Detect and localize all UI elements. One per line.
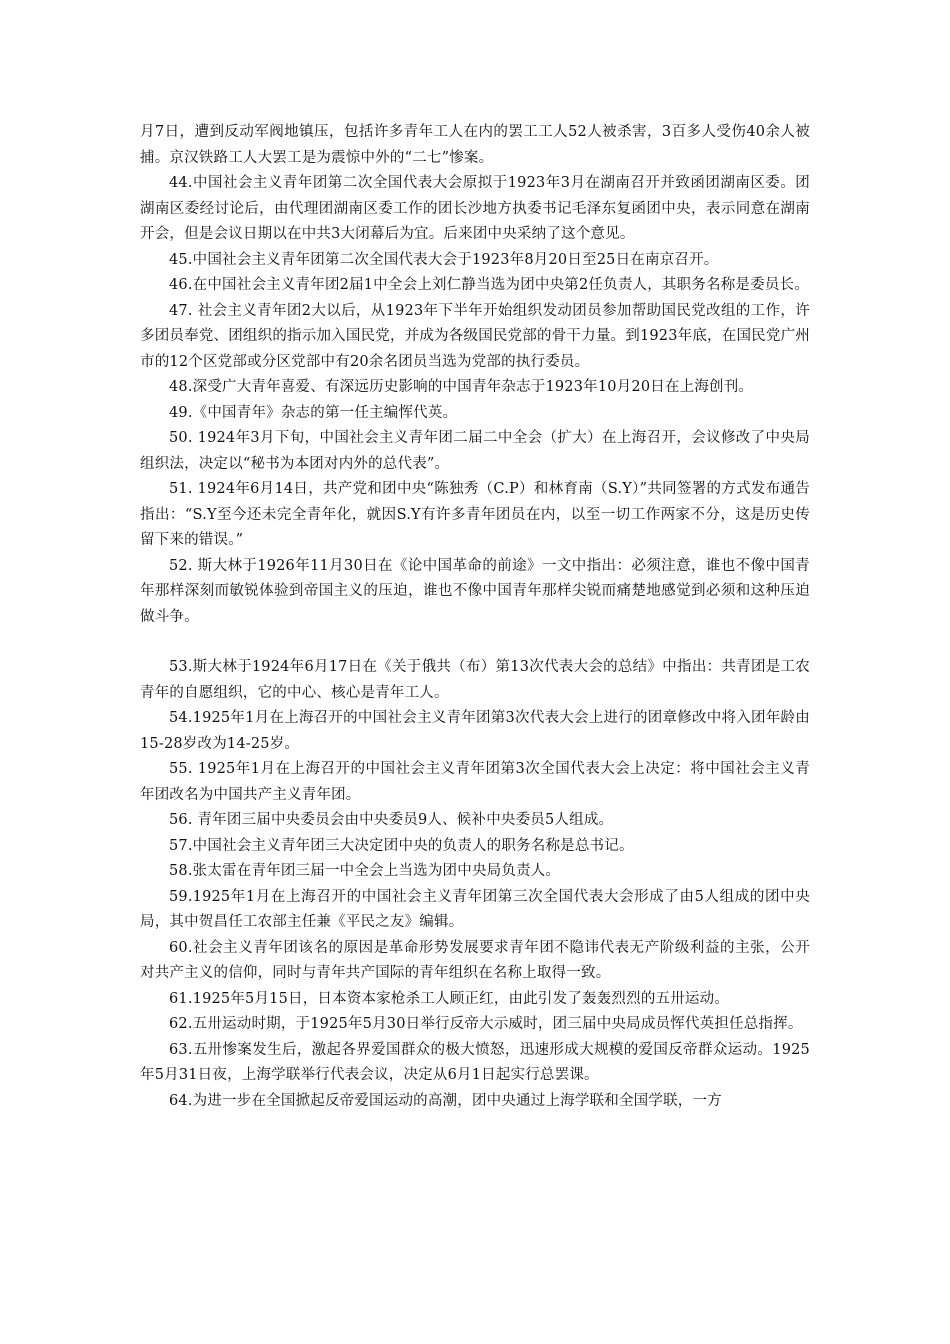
paragraph-55: 55. 1925年1月在上海召开的中国社会主义青年团第3次全国代表大会上决定：将中国社会主义青年团改名为中国共产主义青年团。 [140, 761, 810, 803]
paragraph-51: 51. 1924年6月14日，共产党和团中央“陈独秀（C.P）和林育南（S.Y）”共同签署的方式发布通告指出：“S.Y至今还未完全青年化，就因S.Y有许多青年团员在内，以至一切工作两家不分，这是历史传留下来的错误。” [140, 481, 810, 548]
paragraph-57: 57.中国社会主义青年团三大决定团中央的负责人的职务名称是总书记。 [169, 837, 634, 854]
paragraph-54: 54.1925年1月在上海召开的中国社会主义青年团第3次代表大会上进行的团章修改中将入团年龄由15-28岁改为14-25岁。 [140, 710, 810, 752]
paragraph-52: 52. 斯大林于1926年11月30日在《论中国革命的前途》一文中指出：必须注意，谁也不像中国青年那样深刻而敏锐体验到帝国主义的压迫，谁也不像中国青年那样尖锐而痛楚地感觉到必须和这种压迫做斗争。 [140, 557, 810, 625]
paragraph-44: 44.中国社会主义青年团第二次全国代表大会原拟于1923年3月在湖南召开并致函团湖南区委。团湖南区委经讨论后，由代理团湖南区委工作的团长沙地方执委书记毛泽东复函团中央，表示同意在湖南开会，但是会议日期以在中共3大闭幕后为宜。后来团中央采纳了这个意见。 [140, 175, 810, 242]
paragraph-53: 53.斯大林于1924年6月17日在《关于俄共（布）第13次代表大会的总结》中指出：共青团是工农青年的自愿组织，它的中心、核心是青年工人。 [140, 659, 810, 701]
paragraph-64: 64.为进一步在全国掀起反帝爱国运动的高潮，团中央通过上海学联和全国学联，一方 [169, 1092, 722, 1109]
paragraph-56: 56. 青年团三届中央委员会由中央委员9人、候补中央委员5人组成。 [169, 812, 614, 828]
paragraph-49: 49.《中国青年》杂志的第一任主编恽代英。 [169, 404, 458, 421]
paragraph-63: 63.五卅惨案发生后，激起各界爱国群众的极大愤怒，迅速形成大规模的爱国反帝群众运动。1925年5月31日夜，上海学联举行代表会议，决定从6月1日起实行总罢课。 [140, 1041, 810, 1083]
paragraph-48: 48.深受广大青年喜爱、有深远历史影响的中国青年杂志于1923年10月20日在上海创刊。 [169, 379, 754, 395]
paragraph-60: 60.社会主义青年团该名的原因是革命形势发展要求青年团不隐讳代表无产阶级利益的主张，公开对共产主义的信仰，同时与青年共产国际的青年组织在名称上取得一致。 [140, 939, 810, 981]
paragraph-45: 45.中国社会主义青年团第二次全国代表大会于1923年8月20日至25日在南京召开。 [169, 251, 719, 268]
document-body [140, 120, 810, 1114]
paragraph-continuation: 月7日，遭到反动军阀地镇压，包括许多青年工人在内的罢工工人52人被杀害，3百多人受伤40余人被捕。京汉铁路工人大罢工是为震惊中外的“二七”惨案。 [140, 124, 810, 166]
paragraph-46: 46.在中国社会主义青年团2届1中全会上刘仁静当选为团中央第2任负责人，其职务名称是委员长。 [169, 277, 809, 293]
paragraph-59: 59.1925年1月在上海召开的中国社会主义青年团第三次全国代表大会形成了由5人组成的团中央局，其中贺昌任工农部主任兼《平民之友》编辑。 [140, 888, 810, 930]
paragraph-62: 62.五卅运动时期，于1925年5月30日举行反帝大示威时，团三届中央局成员恽代英担任总指挥。 [169, 1016, 803, 1032]
paragraph-50: 50. 1924年3月下旬，中国社会主义青年团二届二中全会（扩大）在上海召开，会议修改了中央局组织法，决定以“秘书为本团对内外的总代表”。 [140, 430, 810, 472]
paragraph-61: 61.1925年5月15日，日本资本家枪杀工人顾正红，由此引发了轰轰烈烈的五卅运动。 [169, 990, 730, 1007]
paragraph-58: 58.张太雷在青年团三届一中全会上当选为团中央局负责人。 [169, 863, 561, 879]
paragraph-47: 47. 社会主义青年团2大以后，从1923年下半年开始组织发动团员参加帮助国民党改组的工作，许多团员奉党、团组织的指示加入国民党，并成为各级国民党部的骨干力量。到1923年底，在国民党广州市的12个区党部或分区党部中有20余名团员当选为党部的执行委员。 [140, 302, 810, 370]
